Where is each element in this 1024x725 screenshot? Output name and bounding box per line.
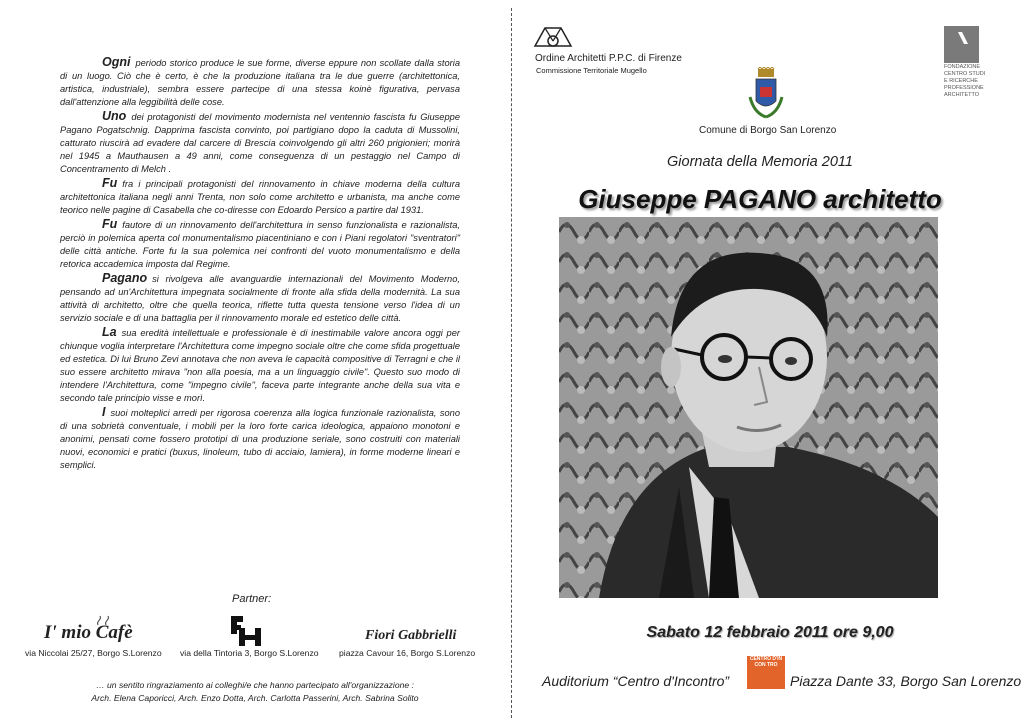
paragraph-text: si rivolgeva alle avanguardie internazionali del Movimento Moderno, pensando ad un'Architettura impegnata socialmente di fronte alla sfida della modernità. La sua attività di architetto, oltre che quella teorica, riflette tutta questa tensione verso l'idea di un servizio sociale e di una battaglia per il rinnovamento morale ed estetico delle città. xyxy=(60,274,460,323)
paragraph-7 xyxy=(60,406,460,472)
lead-word: La xyxy=(102,325,117,339)
event-title: Giuseppe PAGANO architetto xyxy=(578,184,942,214)
paragraph-text: dei protagonisti del movimento modernista nel ventennio fascista fu Giuseppe Pagano Pogatschnig. Dapprima fascista convinto, poi partigiano dopo la caduta di Mussolini, catturato riuscirà ad evadere dal carcere di Brescia coinvolgendo gli altri 260 prigionieri; morirà nel 1945 a Mauthausen a 49 anni, come conseguenza di un pestaggio nel Campo di Concentramento di Melch . xyxy=(60,112,460,174)
coffee-steam-icon xyxy=(94,614,120,626)
event-venue: Auditorium “Centro d'Incontro” xyxy=(542,673,730,689)
paragraph-text: fra i principali protagonisti del rinnovamento in chiave moderna della cultura architettonica italiana negli anni Trenta, non solo come architetto e urbanista, ma anche come teorico nelle pagine di Casabella che co-diresse con Edoardo Persico a partire dal 1931. xyxy=(60,179,460,215)
event-subtitle: Giornata della Memoria 2011 xyxy=(667,154,853,170)
lead-word: Fu xyxy=(102,176,118,190)
partner-address-2: via della Tintoria 3, Borgo S.Lorenzo xyxy=(180,648,319,658)
order-architects-logo xyxy=(533,24,573,50)
lead-word: Pagano xyxy=(102,271,148,285)
paragraph-2 xyxy=(60,110,460,176)
partner-label: Partner: xyxy=(232,593,272,605)
lead-word: I xyxy=(102,405,106,419)
thanks-line-2: Arch. Elena Caporicci, Arch. Enzo Dotta, Arch. Carlotta Passerini, Arch. Sabrina Solito xyxy=(91,693,419,703)
paragraph-6 xyxy=(60,326,460,405)
partner-address-3: piazza Cavour 16, Borgo S.Lorenzo xyxy=(339,648,476,658)
centro-incontro-logo-text: CENTRO D'IN CON TRO xyxy=(749,656,783,668)
cafe-logo xyxy=(44,622,133,644)
fondazione-mark-icon xyxy=(944,26,979,63)
paragraph-text: suoi molteplici arredi per rigorosa coerenza alla logica funzionale razionalista, sono di una sobrietà conventuale, i mobili per la loro forte carica ideologica, appaiono monotoni e anonimi, pensati come fossero prototipi di una produzione seriale, sono costruiti con materiali nuovi, economici e pratici (buxus, linoleum, tubo di acciaio, lamiera), in forme moderne lineari e semplici. xyxy=(60,408,460,470)
fondazione-logo xyxy=(944,26,979,63)
acknowledgements xyxy=(80,679,430,705)
text-column xyxy=(60,56,460,473)
order-name: Ordine Architetti P.P.C. di Firenze xyxy=(535,53,682,64)
centro-incontro-logo xyxy=(747,656,785,689)
thanks-line-1: … un sentito ringraziamento ai colleghi/e che hanno partecipato all'organizzazione : xyxy=(96,680,414,690)
lead-word: Uno xyxy=(102,109,127,123)
paragraph-text: sua eredità intellettuale e professionale è di inestimabile valore ancora oggi per chiunque voglia interpretare l'Architettura come impegno sociale oltre che come sfida progettuale ed estetica. Di lui Bruno Zevi annotava che non aveva le capacità compositive di Terragni e che il suo essere architetto mirava "non alla poesia, ma a un linguaggio civile". Questo suo modo di intendere l'Architettura, come "impegno civile", faceva parte integrante anche della sua vita e secondo tale principio visse e morì. xyxy=(60,328,460,403)
lead-word: Fu xyxy=(102,217,118,231)
fiori-logo: Fiori Gabbrielli xyxy=(365,628,457,643)
paragraph-4 xyxy=(60,218,460,271)
fh-logo xyxy=(231,616,263,646)
fondazione-text: FONDAZIONE CENTRO STUDI E RICERCHE PROFESSIONE ARCHITETTO xyxy=(944,64,986,98)
paragraph-text: fautore di un rinnovamento dell'architettura in senso funzionalista e razionalista, perciò in polemica aperta col monumentalismo piacentiniano e con i Piani regolatori "sventratori" delle città antiche. Forte fu la sua polemica nei confronti del vuoto monumentalismo e della retorica accademica imposta dal Regime. xyxy=(60,220,460,269)
event-date: Sabato 12 febbraio 2011 ore 9,00 xyxy=(646,624,894,641)
paragraph-1 xyxy=(60,56,460,109)
paragraph-3 xyxy=(60,177,460,217)
order-commission: Commissione Territoriale Mugello xyxy=(536,66,647,75)
event-address: Piazza Dante 33, Borgo San Lorenzo xyxy=(790,673,1022,689)
cafe-logo-text: I' mio Cafè xyxy=(44,622,133,643)
partner-address-1: via Niccolai 25/27, Borgo S.Lorenzo xyxy=(25,648,162,658)
paragraph-text: periodo storico produce le sue forme, diverse eppure non scollate dalla storia di un luogo. Ciò che è certo, è che la produzione italiana tra le due guerre (architettonica, artistica, industriale), sembra essere partecipe di una stessa koinè figurativa, pervasa dall'attenzione alla leggibilità delle cose. xyxy=(60,58,460,107)
portrait-photo xyxy=(559,217,938,598)
comune-name: Comune di Borgo San Lorenzo xyxy=(699,125,837,136)
comune-crest-icon xyxy=(746,67,786,123)
fold-divider xyxy=(511,8,512,718)
paragraph-5 xyxy=(60,272,460,325)
lead-word: Ogni xyxy=(102,55,131,69)
